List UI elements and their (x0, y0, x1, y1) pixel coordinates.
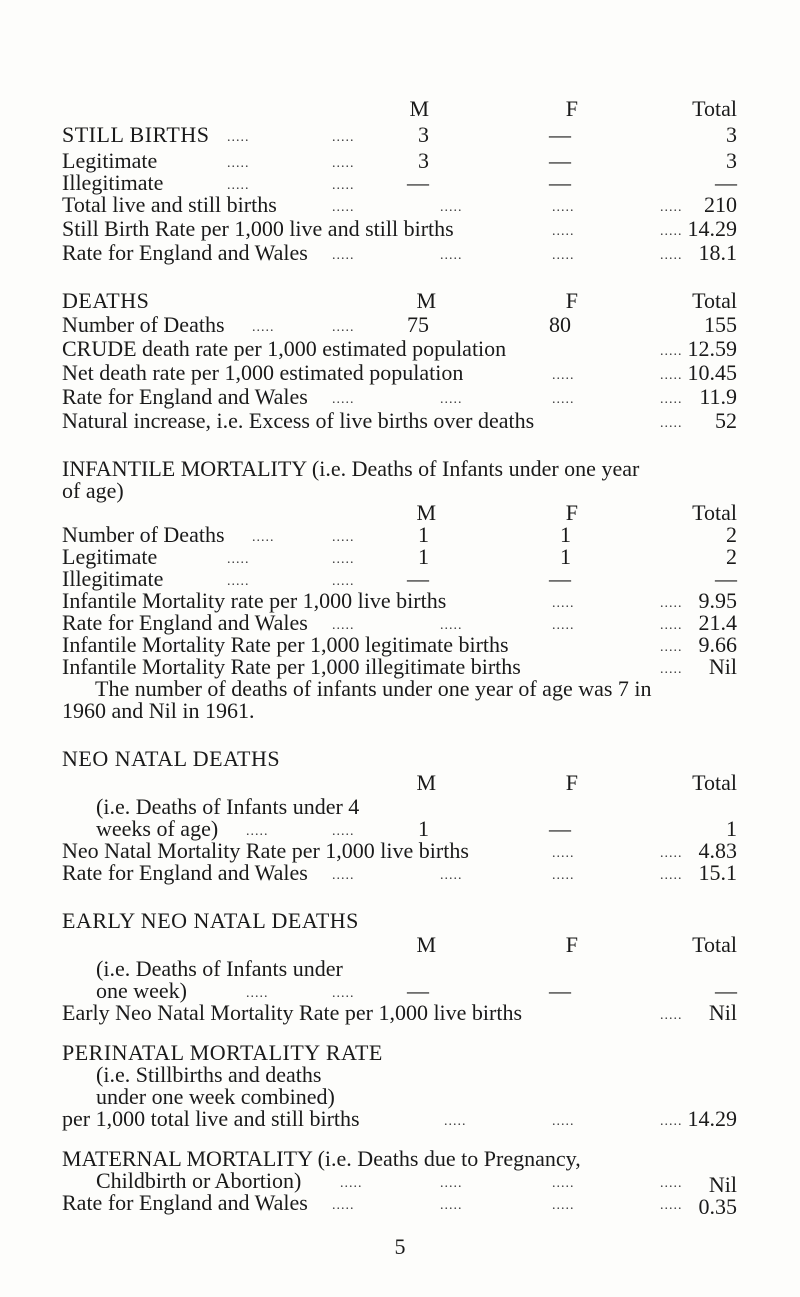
ew-still-birth-rate-label: Rate for England and Wales (62, 240, 308, 265)
perinatal-line2: under one week combined) (96, 1084, 335, 1109)
illegitimate-f: — (549, 170, 571, 195)
total-births-value: 210 (704, 192, 737, 217)
col-total-header: Total (692, 770, 737, 795)
early-neo-natal-total: — (715, 978, 737, 1003)
infant-note-line1: The number of deaths of infants under one year of age was 7 in (95, 676, 652, 701)
neo-natal-rate-value: 4.83 (698, 838, 737, 863)
early-neo-natal-title: EARLY NEO NATAL DEATHS (62, 908, 359, 933)
still-births-f: — (549, 122, 571, 147)
deaths-m: 75 (407, 312, 429, 337)
ew-maternal-rate-value: 0.35 (698, 1194, 737, 1219)
infant-mortality-rate-value: 9.95 (698, 588, 737, 613)
leader-dots: ..... (332, 156, 355, 171)
perinatal-title: PERINATAL MORTALITY RATE (62, 1040, 383, 1065)
leader-dots: ..... (552, 1114, 575, 1129)
col-m-header: M (416, 770, 436, 795)
leader-dots: ..... (660, 224, 683, 239)
legitimate-total: 3 (726, 148, 737, 173)
leader-dots: ..... (332, 1198, 355, 1213)
early-neo-natal-f: — (549, 978, 571, 1003)
infant-legitimate-label: Legitimate (62, 544, 158, 569)
early-neo-natal-rate-value: Nil (708, 1000, 737, 1025)
leader-dots: ..... (660, 596, 683, 611)
leader-dots: ..... (440, 200, 463, 215)
leader-dots: ..... (332, 824, 355, 839)
maternal-line1: MATERNAL MORTALITY (i.e. Deaths due to Pregnancy, (62, 1146, 581, 1171)
leader-dots: ..... (332, 574, 355, 589)
leader-dots: ..... (660, 416, 683, 431)
neo-natal-m: 1 (418, 816, 429, 841)
perinatal-value: 14.29 (687, 1106, 737, 1131)
leader-dots: ..... (660, 868, 683, 883)
col-total-header: Total (692, 96, 737, 121)
infant-illegitimate-f: — (549, 566, 571, 591)
ew-neo-natal-rate-label: Rate for England and Wales (62, 860, 308, 885)
infantile-title-line2: of age) (62, 478, 124, 503)
illegit-infant-rate-label: Infantile Mortality Rate per 1,000 illegitimate births (62, 654, 521, 679)
legitimate-label: Legitimate (62, 148, 158, 173)
leader-dots: ..... (332, 320, 355, 335)
deaths-title: DEATHS (62, 288, 150, 313)
leader-dots: ..... (660, 392, 683, 407)
crude-death-rate-label: CRUDE death rate per 1,000 estimated population (62, 336, 507, 361)
early-neo-natal-rate-label: Early Neo Natal Mortality Rate per 1,000 live births (62, 1000, 523, 1025)
infant-illegitimate-m: — (407, 566, 429, 591)
ew-maternal-rate-label: Rate for England and Wales (62, 1190, 308, 1215)
leader-dots: ..... (440, 248, 463, 263)
natural-increase-label: Natural increase, i.e. Excess of live births over deaths (62, 408, 535, 433)
leader-dots: ..... (332, 552, 355, 567)
natural-increase-value: 52 (715, 408, 737, 433)
number-of-deaths-label: Number of Deaths (62, 312, 225, 337)
ew-still-birth-rate-value: 18.1 (698, 240, 737, 265)
net-death-rate-value: 10.45 (687, 360, 737, 385)
col-m-header: M (409, 96, 429, 121)
leader-dots: ..... (552, 868, 575, 883)
leader-dots: ..... (332, 618, 355, 633)
neo-natal-total: 1 (726, 816, 737, 841)
leader-dots: ..... (246, 824, 269, 839)
illegitimate-m: — (407, 170, 429, 195)
neo-natal-rate-label: Neo Natal Mortality Rate per 1,000 live births (62, 838, 469, 863)
perinatal-line3: per 1,000 total live and still births (62, 1106, 360, 1131)
col-total-header: Total (692, 500, 737, 525)
leader-dots: ..... (332, 986, 355, 1001)
early-neo-natal-desc-line1: (i.e. Deaths of Infants under (96, 956, 343, 981)
leader-dots: ..... (660, 1198, 683, 1213)
col-f-header: F (565, 770, 578, 795)
leader-dots: ..... (332, 530, 355, 545)
leader-dots: ..... (660, 1008, 683, 1023)
leader-dots: ..... (332, 178, 355, 193)
leader-dots: ..... (332, 868, 355, 883)
leader-dots: ..... (660, 618, 683, 633)
col-m-header: M (416, 288, 436, 313)
leader-dots: ..... (660, 344, 683, 359)
leader-dots: ..... (660, 662, 683, 677)
leader-dots: ..... (444, 1114, 467, 1129)
ew-neo-natal-rate-value: 15.1 (698, 860, 737, 885)
leader-dots: ..... (227, 552, 250, 567)
crude-death-rate-value: 12.59 (687, 336, 737, 361)
col-m-header: M (416, 500, 436, 525)
legitimate-m: 3 (418, 148, 429, 173)
infantile-title-line1: INFANTILE MORTALITY (i.e. Deaths of Infants under one year (62, 456, 640, 481)
leader-dots: ..... (252, 530, 275, 545)
col-total-header: Total (692, 932, 737, 957)
page-number: 5 (394, 1234, 406, 1259)
maternal-line2: Childbirth or Abortion) (96, 1168, 302, 1193)
leader-dots: ..... (552, 846, 575, 861)
still-births-m: 3 (418, 122, 429, 147)
leader-dots: ..... (246, 986, 269, 1001)
ew-death-rate-label: Rate for England and Wales (62, 384, 308, 409)
legit-infant-rate-label: Infantile Mortality Rate per 1,000 legitimate births (62, 632, 509, 657)
leader-dots: ..... (660, 368, 683, 383)
leader-dots: ..... (552, 1176, 575, 1191)
leader-dots: ..... (440, 618, 463, 633)
leader-dots: ..... (332, 248, 355, 263)
net-death-rate-label: Net death rate per 1,000 estimated population (62, 360, 464, 385)
leader-dots: ..... (252, 320, 275, 335)
infant-deaths-m: 1 (418, 522, 429, 547)
leader-dots: ..... (552, 596, 575, 611)
illegitimate-total: — (715, 170, 737, 195)
ew-death-rate-value: 11.9 (699, 384, 737, 409)
still-birth-rate-label: Still Birth Rate per 1,000 live and still births (62, 216, 454, 241)
leader-dots: ..... (660, 640, 683, 655)
leader-dots: ..... (440, 1176, 463, 1191)
col-f-header: F (565, 500, 578, 525)
leader-dots: ..... (660, 200, 683, 215)
leader-dots: ..... (332, 392, 355, 407)
leader-dots: ..... (552, 248, 575, 263)
infant-illegitimate-total: — (715, 566, 737, 591)
col-f-header: F (565, 96, 578, 121)
leader-dots: ..... (332, 200, 355, 215)
still-births-title: STILL BIRTHS (62, 122, 210, 147)
leader-dots: ..... (227, 130, 250, 145)
infant-deaths-f: 1 (560, 522, 571, 547)
deaths-f: 80 (549, 312, 571, 337)
col-f-header: F (565, 932, 578, 957)
neo-natal-desc-line1: (i.e. Deaths of Infants under 4 (96, 794, 360, 819)
neo-natal-f: — (549, 816, 571, 841)
leader-dots: ..... (440, 868, 463, 883)
col-f-header: F (565, 288, 578, 313)
still-birth-rate-value: 14.29 (687, 216, 737, 241)
leader-dots: ..... (552, 392, 575, 407)
early-neo-natal-desc-line2: one week) (96, 978, 188, 1003)
legit-infant-rate-value: 9.66 (698, 632, 737, 657)
leader-dots: ..... (440, 392, 463, 407)
infant-mortality-rate-label: Infantile Mortality rate per 1,000 live births (62, 588, 447, 613)
ew-infant-rate-label: Rate for England and Wales (62, 610, 308, 635)
leader-dots: ..... (660, 1176, 683, 1191)
leader-dots: ..... (332, 130, 355, 145)
neo-natal-title: NEO NATAL DEATHS (62, 746, 281, 771)
still-births-row (62, 122, 209, 148)
total-births-label: Total live and still births (62, 192, 277, 217)
leader-dots: ..... (660, 846, 683, 861)
infant-legitimate-total: 2 (726, 544, 737, 569)
still-births-total: 3 (726, 122, 737, 147)
col-m-header: M (416, 932, 436, 957)
leader-dots: ..... (552, 368, 575, 383)
ew-infant-rate-value: 21.4 (698, 610, 737, 635)
leader-dots: ..... (552, 224, 575, 239)
leader-dots: ..... (227, 156, 250, 171)
leader-dots: ..... (552, 618, 575, 633)
neo-natal-desc-line2: weeks of age) (96, 816, 219, 841)
perinatal-line1: (i.e. Stillbirths and deaths (96, 1062, 322, 1087)
illegit-infant-rate-value: Nil (708, 654, 737, 679)
legitimate-f: — (549, 148, 571, 173)
deaths-total: 155 (704, 312, 737, 337)
leader-dots: ..... (340, 1176, 363, 1191)
infant-note-line2: 1960 and Nil in 1961. (62, 698, 255, 723)
infant-deaths-label: Number of Deaths (62, 522, 225, 547)
col-total-header: Total (692, 288, 737, 313)
infant-illegitimate-label: Illegitimate (62, 566, 164, 591)
leader-dots: ..... (440, 1198, 463, 1213)
leader-dots: ..... (660, 248, 683, 263)
leader-dots: ..... (227, 574, 250, 589)
leader-dots: ..... (552, 200, 575, 215)
illegitimate-label: Illegitimate (62, 170, 164, 195)
leader-dots: ..... (552, 1198, 575, 1213)
infant-legitimate-m: 1 (418, 544, 429, 569)
infant-legitimate-f: 1 (560, 544, 571, 569)
early-neo-natal-m: — (407, 978, 429, 1003)
leader-dots: ..... (227, 178, 250, 193)
infant-deaths-total: 2 (726, 522, 737, 547)
leader-dots: ..... (660, 1114, 683, 1129)
maternal-value: Nil (708, 1172, 737, 1197)
